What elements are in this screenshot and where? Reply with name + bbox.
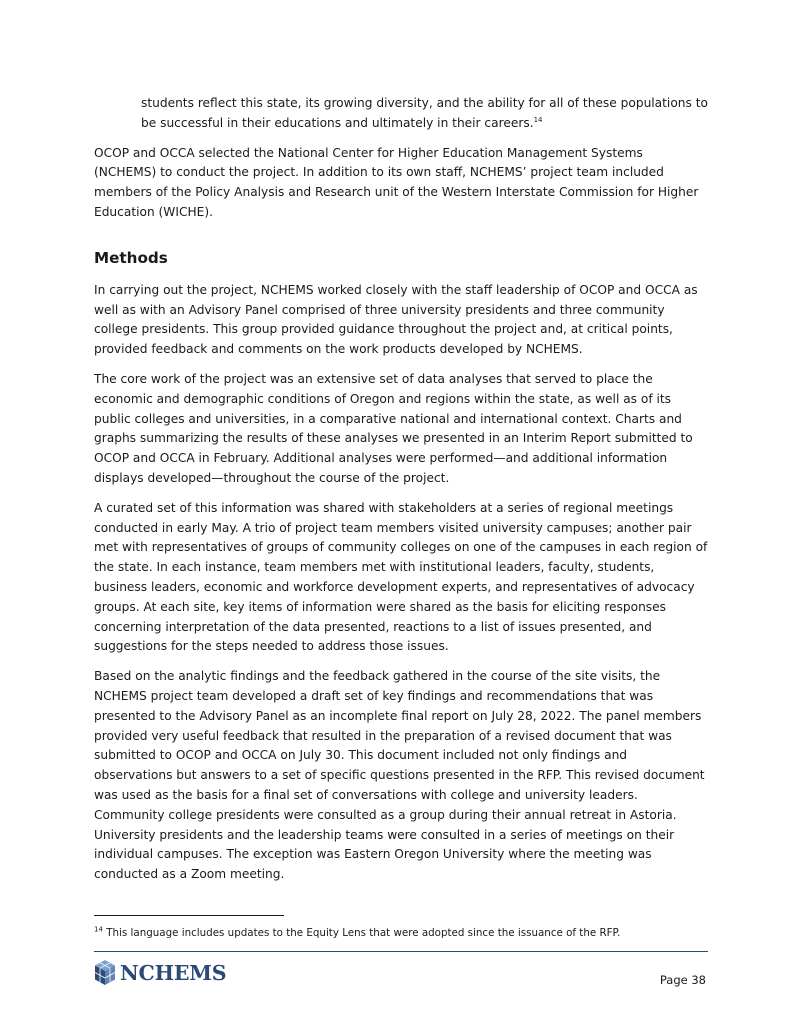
- intro-paragraph: [94, 94, 708, 134]
- logo-text: NCHEMS: [120, 960, 227, 985]
- methods-paragraph-3: A curated set of this information was shared with stakeholders at a series of regional meetings conducted in early May. A trio of project team members visited university campuses; another pair met with representatives of groups of community colleges on one of the campuses in each region of the state. In each instance, team members met with institutional leaders, faculty, students, business leaders, economic and workforce development experts, and representatives of advocacy groups. At each site, key items of information were shared as the basis for eliciting responses concerning interpretation of the data presented, reactions to a list of issues presented, and suggestions for the steps needed to address those issues.: [94, 500, 708, 654]
- intro-text: students reflect this state, its growing diversity, and the ability for all of these populations to be successful in their educations and ultimately in their careers.: [141, 96, 708, 130]
- footnote-ref-14[interactable]: 14: [533, 115, 543, 124]
- ocop-paragraph: OCOP and OCCA selected the National Center for Higher Education Management Systems (NCHEMS) to conduct the project. In addition to its own staff, NCHEMS’ project team included members of the Policy Analysis and Research unit of the Western Interstate Commission for Higher Education (WICHE).: [94, 145, 699, 219]
- methods-heading: Methods: [94, 248, 168, 267]
- nchems-logo: [94, 959, 226, 986]
- footnote: [94, 926, 620, 940]
- page-body: [94, 94, 708, 885]
- footer-divider: [94, 951, 708, 952]
- methods-paragraph-4: Based on the analytic findings and the feedback gathered in the course of the site visits, the NCHEMS project team developed a draft set of key findings and recommendations that was presented to the Advisory Panel as an incomplete final report on July 28, 2022. The panel members provided very useful feedback that resulted in the preparation of a revised document that was submitted to OCOP and OCCA on July 30. This document included not only findings and observations but answers to a set of specific questions presented in the RFP. This revised document was used as the basis for a final set of conversations with college and university leaders. Community college presidents were consulted as a group during their annual retreat in Astoria. University presidents and the leadership teams were consulted in a series of meetings on their individual campuses. The exception was Eastern Oregon University where the meeting was conducted as a Zoom meeting.: [94, 669, 705, 882]
- page-number: Page 38: [659, 973, 706, 987]
- footnote-divider: [94, 915, 284, 916]
- cube-logo-icon: [94, 959, 116, 986]
- methods-paragraph-1: In carrying out the project, NCHEMS worked closely with the staff leadership of OCOP and OCCA as well as with an Advisory Panel comprised of three university presidents and three community college presidents. This group provided guidance throughout the project and, at critical points, provided feedback and comments on the work products developed by NCHEMS.: [94, 282, 698, 357]
- footnote-number: 14: [94, 925, 103, 934]
- methods-paragraph-2: The core work of the project was an extensive set of data analyses that served to place the economic and demographic conditions of Oregon and regions within the state, as well as of its public colleges and universities, in a comparative national and international context. Charts and graphs summarizing the results of these analyses we presented in an Interim Report submitted to OCOP and OCCA in February. Additional analyses were performed—and additional information displays developed—throughout the course of the project.: [94, 371, 693, 485]
- footnote-text: This language includes updates to the Equity Lens that were adopted since the issuance of the RFP.: [106, 927, 621, 939]
